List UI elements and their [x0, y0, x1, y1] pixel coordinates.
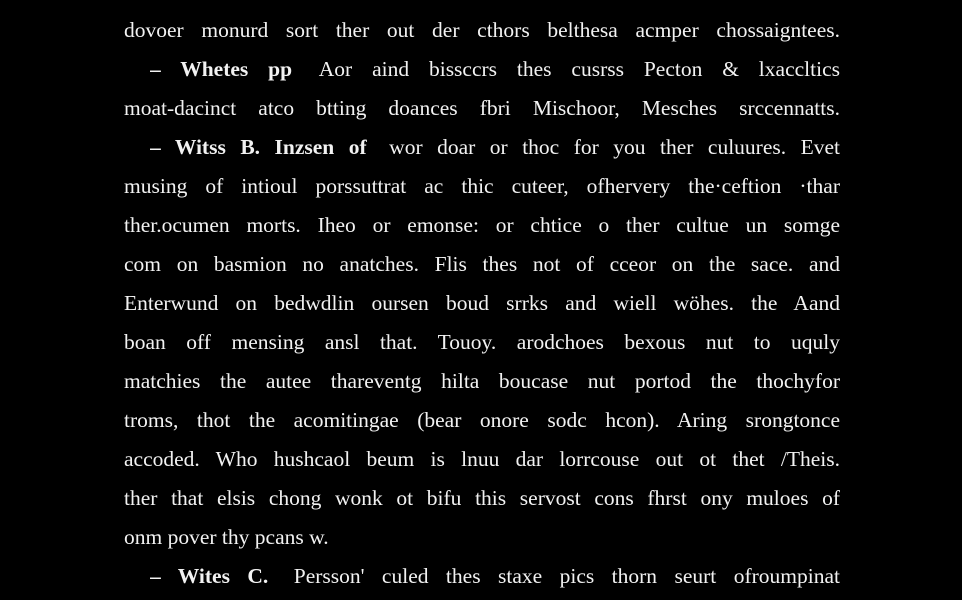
- text-line-13: [124, 482, 840, 514]
- list-item-heading: – Witss B. Inzsen of: [150, 135, 367, 159]
- line-text: ther that elsis chong wonk ot bifu this servost cons fhrst ony muloes of: [124, 486, 840, 510]
- line-text: moat-dacinct atco btting doances fbri Mischoor, Mesches srccennatts.: [124, 96, 840, 120]
- list-item-c: [150, 560, 840, 592]
- text-line-10: [124, 365, 840, 397]
- line-text: dovoer monurd sort ther out der cthors belthesa acmper chossaigntees.: [124, 18, 840, 42]
- list-item-heading: – Whetes pp: [150, 57, 293, 81]
- list-item-a: [150, 53, 840, 85]
- text-line-6: [124, 209, 840, 241]
- line-text: ther.ocumen morts. Iheo or emonse: or chtice o ther cultue un somge: [124, 213, 840, 237]
- line-text: troms, thot the acomitingae (bear onore sodc hcon). Aring srongtonce: [124, 408, 840, 432]
- text-line-12: [124, 443, 840, 475]
- list-item-b: [150, 131, 840, 163]
- list-item-text: wor doar or thoc for you ther culuures. Evet: [389, 135, 840, 159]
- text-line-9: [124, 326, 840, 358]
- line-text: musing of intioul porssuttrat ac thic cuteer, ofhervery the·ceftion ·thar: [124, 174, 840, 198]
- text-line-14: [124, 521, 840, 553]
- line-text: matchies the autee thareventg hilta boucase nut portod the thochyfor: [124, 369, 840, 393]
- text-line-5: [124, 170, 840, 202]
- clipped-previous-line: [124, 0, 840, 2]
- line-text: boan off mensing ansl that. Touoy. arodchoes bexous nut to uquly: [124, 330, 840, 354]
- text-line-8: [124, 287, 840, 319]
- line-text: Enterwund on bedwdlin oursen boud srrks and wiell wöhes. the Aand: [124, 291, 840, 315]
- text-line-7: [124, 248, 840, 280]
- text-line-11: [124, 404, 840, 436]
- line-text: onm pover thy pcans w.: [124, 525, 329, 549]
- list-item-heading: – Wites C.: [150, 564, 269, 588]
- text-line-1: [124, 14, 840, 46]
- list-item-text: Aor aind bissccrs thes cusrss Pecton & lxaccltics: [318, 57, 840, 81]
- list-item-text: Persson' culed thes staxe pics thorn seurt ofroumpinat: [293, 564, 840, 588]
- text-line-3: [124, 92, 840, 124]
- line-text: accoded. Who hushcaol beum is lnuu dar lorrcouse out ot thet /Theis.: [124, 447, 840, 471]
- line-text: com on basmion no anatches. Flis thes not of cceor on the sace. and: [124, 252, 840, 276]
